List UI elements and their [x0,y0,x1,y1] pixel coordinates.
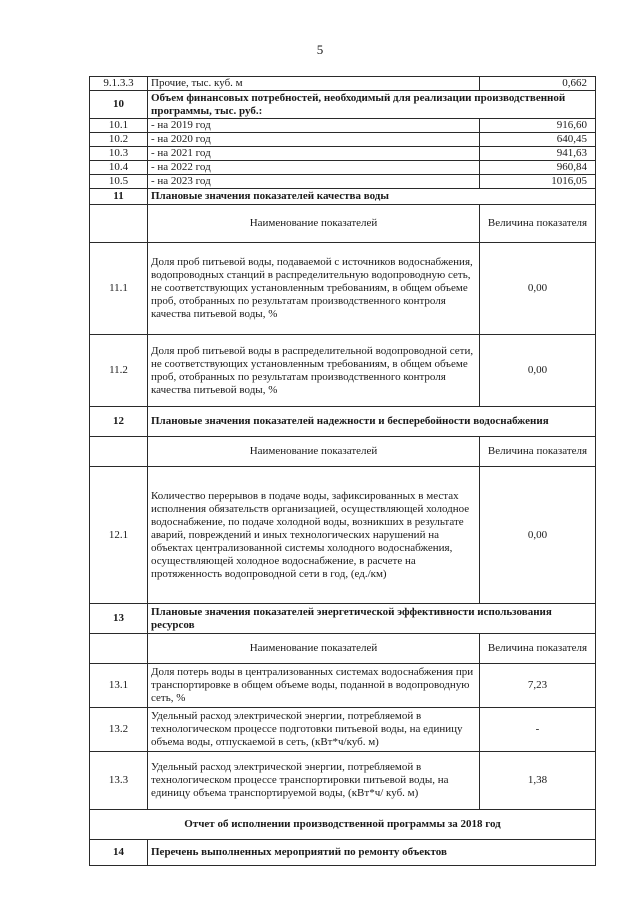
section-title: Плановые значения показателей энергетической эффективности использования ресурсов [148,604,596,634]
row-value: 960,84 [480,161,596,175]
row-number: 13.2 [90,708,148,752]
section-row [90,91,596,119]
row-value: 0,00 [480,243,596,335]
header-row [90,205,596,243]
section-number: 12 [90,407,148,437]
table-row [90,708,596,752]
table-row [90,467,596,604]
row-name: - на 2019 год [148,119,480,133]
section-number: 13 [90,604,148,634]
name-column-header: Наименование показателей [148,634,480,664]
row-number: 10.3 [90,147,148,161]
section-number: 10 [90,91,148,119]
row-name: - на 2023 год [148,175,480,189]
row-number: 10.1 [90,119,148,133]
section-title: Объем финансовых потребностей, необходимый для реализации производственной программы, тыс. руб.: [148,91,596,119]
section-title: Перечень выполненных мероприятий по ремонту объектов [148,840,596,866]
row-value: 941,63 [480,147,596,161]
empty-cell [90,634,148,664]
row-number: 11.1 [90,243,148,335]
row-name: Доля проб питьевой воды, подаваемой с источников водоснабжения, водопроводных станций в распределительную водопроводную сеть, не соответствующих установленным требованиям, в общем объеме проб, отобранных по результатам производственного контроля качества питьевой воды, % [148,243,480,335]
row-name: Удельный расход электрической энергии, потребляемой в технологическом процессе транспортировки питьевой воды, на единицу объема транспортируемой воды, (кВт*ч/ куб. м) [148,752,480,810]
value-column-header: Величина показателя [480,205,596,243]
empty-cell [90,437,148,467]
row-value: 1,38 [480,752,596,810]
page-number: 5 [316,42,324,57]
row-value: 7,23 [480,664,596,708]
report-title: Отчет об исполнении производственной программы за 2018 год [90,810,596,840]
row-number: 9.1.3.3 [90,77,148,91]
name-column-header: Наименование показателей [148,437,480,467]
table-row [90,243,596,335]
row-number: 12.1 [90,467,148,604]
table-row [90,335,596,407]
section-number: 11 [90,189,148,205]
row-value: - [480,708,596,752]
header-row [90,437,596,467]
row-value: 0,00 [480,467,596,604]
row-value: 0,00 [480,335,596,407]
row-number: 10.2 [90,133,148,147]
value-column-header: Величина показателя [480,437,596,467]
section-number: 14 [90,840,148,866]
row-value: 1016,05 [480,175,596,189]
row-number: 10.5 [90,175,148,189]
row-number: 13.1 [90,664,148,708]
row-name: Доля потерь воды в централизованных системах водоснабжения при транспортировке в общем объеме воды, поданной в водопроводную сеть, % [148,664,480,708]
report-row [90,810,596,840]
section-row [90,407,596,437]
table-row [90,664,596,708]
table-row [90,161,596,175]
row-name: Количество перерывов в подаче воды, зафиксированных в местах исполнения обязательств организацией, осуществляющей холодное водоснабжение, по подаче холодной воды, возникших в результате аварий, повреждений и иных технологических нарушений на объектах централизованной системы холодного водоснабжения, осуществляющей холодное водоснабжение, в расчете на протяженность водопроводной сети в год, (ед./км) [148,467,480,604]
header-row [90,634,596,664]
row-name: - на 2022 год [148,161,480,175]
section-title: Плановые значения показателей надежности и бесперебойности водоснабжения [148,407,596,437]
row-name: - на 2020 год [148,133,480,147]
name-column-header: Наименование показателей [148,205,480,243]
empty-cell [90,205,148,243]
section-title: Плановые значения показателей качества воды [148,189,596,205]
section-row [90,189,596,205]
table-row [90,77,596,91]
row-value: 0,662 [480,77,596,91]
value-column-header: Величина показателя [480,634,596,664]
row-number: 11.2 [90,335,148,407]
row-name: - на 2021 год [148,147,480,161]
row-number: 10.4 [90,161,148,175]
row-value: 640,45 [480,133,596,147]
table-row [90,119,596,133]
table-row [90,133,596,147]
row-number: 13.3 [90,752,148,810]
section-row [90,840,596,866]
row-name: Удельный расход электрической энергии, потребляемой в технологическом процессе подготовки питьевой воды, на единицу объема воды, отпускаемой в сеть, (кВт*ч/куб. м) [148,708,480,752]
table-row [90,175,596,189]
row-value: 916,60 [480,119,596,133]
section-row [90,604,596,634]
row-name: Прочие, тыс. куб. м [148,77,480,91]
row-name: Доля проб питьевой воды в распределительной водопроводной сети, не соответствующих установленным требованиям, в общем объеме проб, отобранных по результатам производственного контроля качества питьевой воды, % [148,335,480,407]
table-row [90,147,596,161]
production-program-table [89,76,596,866]
table-row [90,752,596,810]
